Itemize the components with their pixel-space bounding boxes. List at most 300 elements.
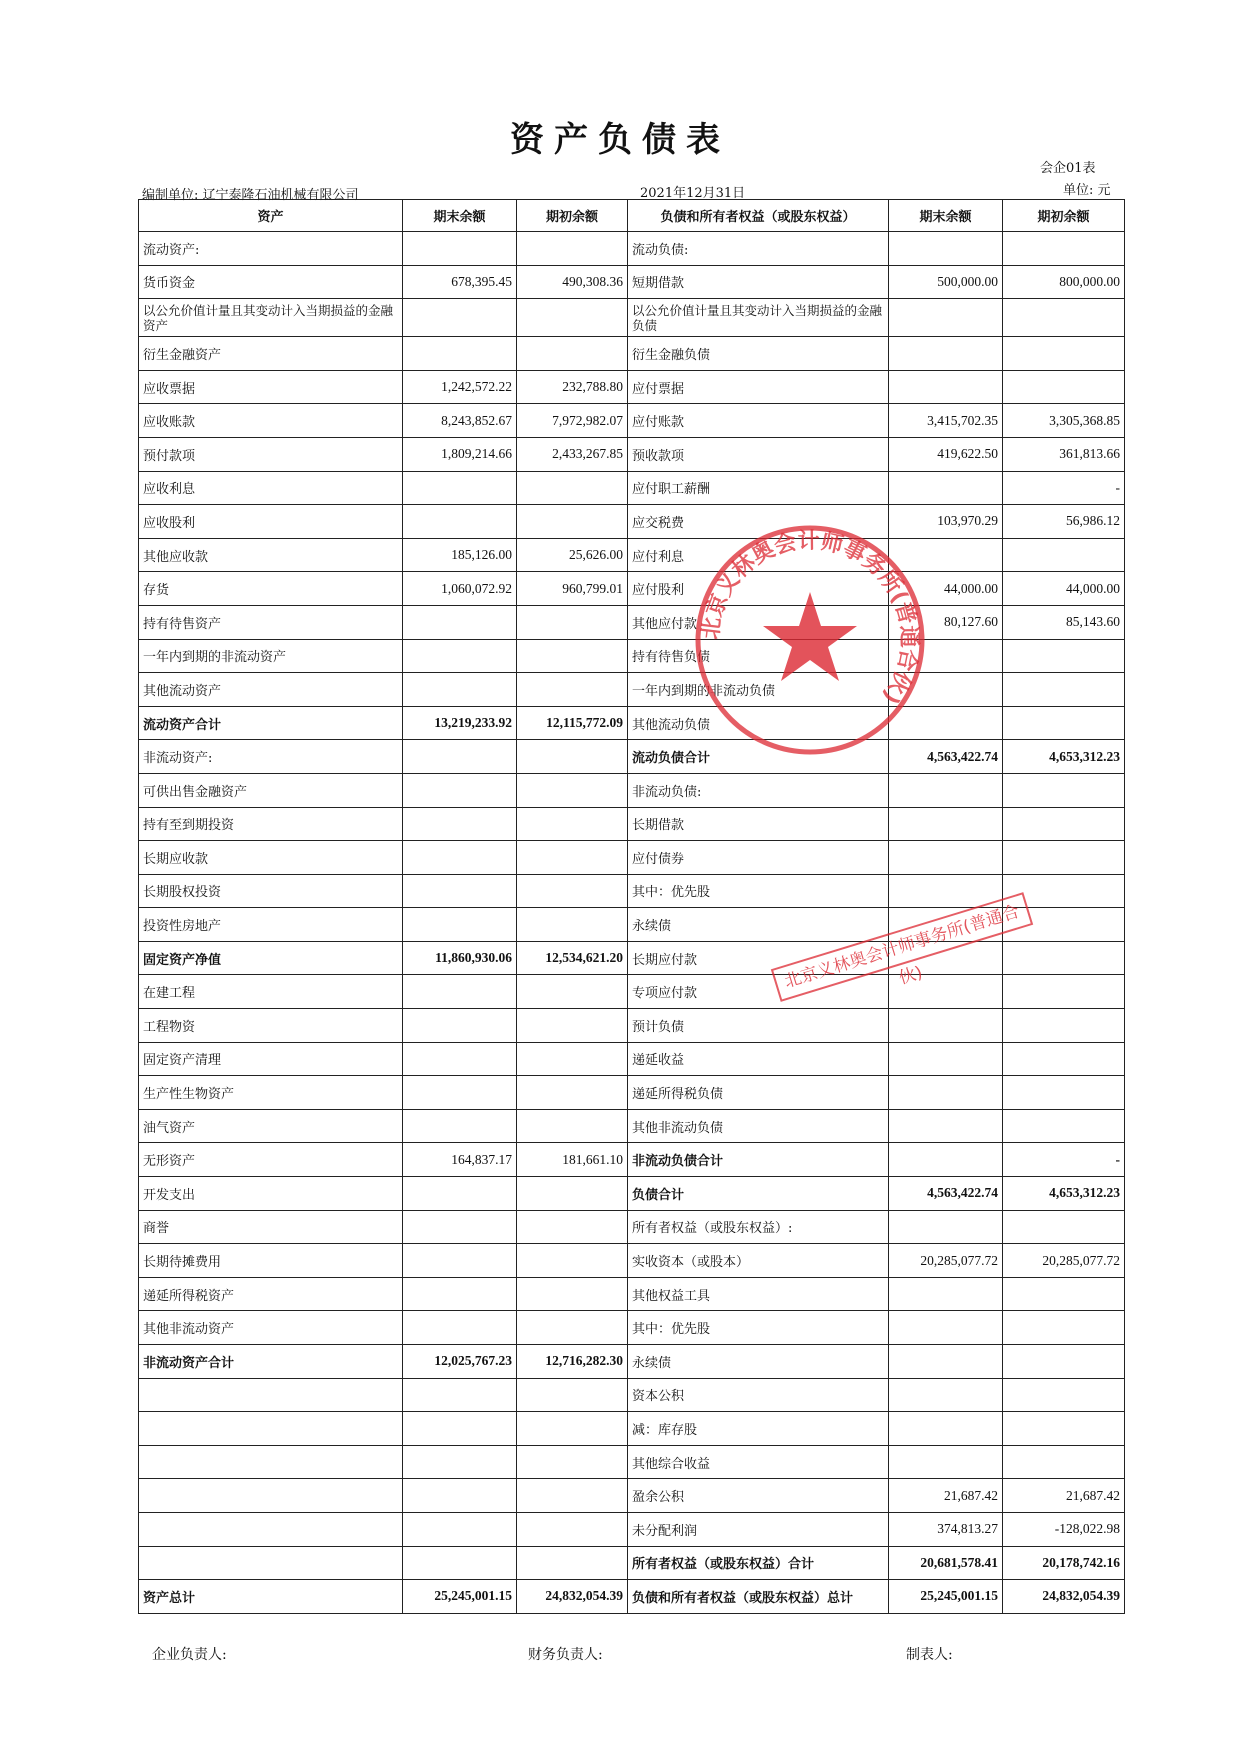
asset-item: 以公允价值计量且其变动计入当期损益的金融资产 xyxy=(139,299,403,337)
asset-item: 应收账款 xyxy=(139,404,403,438)
liability-begin-balance xyxy=(1003,841,1125,875)
liability-item: 资本公积 xyxy=(628,1378,889,1412)
liability-item: 衍生金融负债 xyxy=(628,337,889,371)
liability-item: 递延收益 xyxy=(628,1042,889,1076)
table-row xyxy=(139,706,1125,740)
liability-begin-balance xyxy=(1003,337,1125,371)
asset-begin-balance: 7,972,982.07 xyxy=(517,404,628,438)
asset-end-balance xyxy=(403,740,517,774)
table-row xyxy=(139,1244,1125,1278)
liability-begin-balance: - xyxy=(1003,471,1125,505)
liability-begin-balance: 361,813.66 xyxy=(1003,437,1125,471)
asset-end-balance xyxy=(403,807,517,841)
liability-item: 长期应付款 xyxy=(628,941,889,975)
asset-end-balance xyxy=(403,908,517,942)
liability-item: 短期借款 xyxy=(628,265,889,299)
liability-begin-balance: 20,178,742.16 xyxy=(1003,1546,1125,1580)
asset-item: 预付款项 xyxy=(139,437,403,471)
asset-end-balance xyxy=(403,1512,517,1546)
liability-item: 所有者权益（或股东权益）: xyxy=(628,1210,889,1244)
asset-item: 固定资产净值 xyxy=(139,941,403,975)
header-liability-end: 期末余额 xyxy=(889,200,1003,232)
liability-end-balance: 103,970.29 xyxy=(889,505,1003,539)
asset-item: 其他流动资产 xyxy=(139,673,403,707)
liability-end-balance: 80,127.60 xyxy=(889,605,1003,639)
liability-item: 永续债 xyxy=(628,1345,889,1379)
table-row xyxy=(139,299,1125,337)
asset-end-balance xyxy=(403,841,517,875)
asset-item: 应收票据 xyxy=(139,370,403,404)
asset-item xyxy=(139,1445,403,1479)
table-row xyxy=(139,572,1125,606)
liability-end-balance xyxy=(889,1210,1003,1244)
table-row xyxy=(139,1378,1125,1412)
asset-end-balance xyxy=(403,975,517,1009)
table-row xyxy=(139,1412,1125,1446)
liability-end-balance: 20,285,077.72 xyxy=(889,1244,1003,1278)
asset-begin-balance xyxy=(517,975,628,1009)
asset-end-balance xyxy=(403,1445,517,1479)
table-row xyxy=(139,1210,1125,1244)
asset-item: 持有至到期投资 xyxy=(139,807,403,841)
asset-end-balance xyxy=(403,337,517,371)
liability-begin-balance xyxy=(1003,1311,1125,1345)
liability-begin-balance xyxy=(1003,1277,1125,1311)
asset-begin-balance: 960,799.01 xyxy=(517,572,628,606)
liability-end-balance xyxy=(889,1412,1003,1446)
liability-begin-balance xyxy=(1003,706,1125,740)
liability-end-balance xyxy=(889,232,1003,266)
liability-end-balance xyxy=(889,1378,1003,1412)
liability-item: 应付票据 xyxy=(628,370,889,404)
asset-begin-balance xyxy=(517,1244,628,1278)
asset-begin-balance: 2,433,267.85 xyxy=(517,437,628,471)
liability-begin-balance xyxy=(1003,1412,1125,1446)
liability-end-balance xyxy=(889,538,1003,572)
asset-begin-balance: 12,534,621.20 xyxy=(517,941,628,975)
asset-item: 应收股利 xyxy=(139,505,403,539)
table-row xyxy=(139,1009,1125,1043)
asset-begin-balance xyxy=(517,807,628,841)
form-code: 会企01表 xyxy=(1040,161,1096,176)
liability-item: 递延所得税负债 xyxy=(628,1076,889,1110)
asset-begin-balance xyxy=(517,1109,628,1143)
liability-end-balance xyxy=(889,299,1003,337)
table-row xyxy=(139,1546,1125,1580)
table-row xyxy=(139,807,1125,841)
liability-end-balance xyxy=(889,639,1003,673)
liability-item: 应付债券 xyxy=(628,841,889,875)
asset-begin-balance xyxy=(517,1177,628,1211)
asset-item: 货币资金 xyxy=(139,265,403,299)
asset-item: 应收利息 xyxy=(139,471,403,505)
asset-item xyxy=(139,1378,403,1412)
asset-begin-balance xyxy=(517,1076,628,1110)
asset-item xyxy=(139,1412,403,1446)
asset-end-balance xyxy=(403,1009,517,1043)
asset-end-balance: 8,243,852.67 xyxy=(403,404,517,438)
liability-begin-balance xyxy=(1003,1009,1125,1043)
asset-item: 长期股权投资 xyxy=(139,874,403,908)
liability-begin-balance xyxy=(1003,1076,1125,1110)
liability-item: 预计负债 xyxy=(628,1009,889,1043)
liability-end-balance xyxy=(889,471,1003,505)
liability-end-balance xyxy=(889,1076,1003,1110)
asset-end-balance xyxy=(403,773,517,807)
table-row xyxy=(139,975,1125,1009)
header-asset-begin: 期初余额 xyxy=(517,200,628,232)
liability-end-balance xyxy=(889,1277,1003,1311)
table-row xyxy=(139,505,1125,539)
liability-begin-balance xyxy=(1003,1378,1125,1412)
asset-item: 存货 xyxy=(139,572,403,606)
liability-end-balance: 500,000.00 xyxy=(889,265,1003,299)
asset-begin-balance xyxy=(517,874,628,908)
asset-begin-balance xyxy=(517,232,628,266)
liability-item: 非流动负债合计 xyxy=(628,1143,889,1177)
liability-end-balance xyxy=(889,773,1003,807)
asset-end-balance: 11,860,930.06 xyxy=(403,941,517,975)
liability-end-balance: 21,687.42 xyxy=(889,1479,1003,1513)
asset-end-balance xyxy=(403,1311,517,1345)
liability-end-balance xyxy=(889,337,1003,371)
table-row xyxy=(139,1311,1125,1345)
liability-item: 其他非流动负债 xyxy=(628,1109,889,1143)
table-row xyxy=(139,639,1125,673)
liability-end-balance xyxy=(889,1143,1003,1177)
asset-item: 持有待售资产 xyxy=(139,605,403,639)
asset-end-balance: 13,219,233.92 xyxy=(403,706,517,740)
liability-begin-balance xyxy=(1003,908,1125,942)
asset-end-balance xyxy=(403,1177,517,1211)
table-row xyxy=(139,337,1125,371)
asset-item: 非流动资产: xyxy=(139,740,403,774)
liability-item: 永续债 xyxy=(628,908,889,942)
liability-begin-balance: 24,832,054.39 xyxy=(1003,1580,1125,1614)
asset-begin-balance xyxy=(517,299,628,337)
asset-end-balance xyxy=(403,471,517,505)
asset-end-balance: 164,837.17 xyxy=(403,1143,517,1177)
table-row xyxy=(139,740,1125,774)
header-asset: 资产 xyxy=(139,200,403,232)
asset-item: 一年内到期的非流动资产 xyxy=(139,639,403,673)
header-liability: 负债和所有者权益（或股东权益） xyxy=(628,200,889,232)
liability-begin-balance: 85,143.60 xyxy=(1003,605,1125,639)
liability-end-balance xyxy=(889,1009,1003,1043)
table-row xyxy=(139,370,1125,404)
liability-item: 实收资本（或股本） xyxy=(628,1244,889,1278)
table-row xyxy=(139,404,1125,438)
liability-begin-balance: 21,687.42 xyxy=(1003,1479,1125,1513)
liability-item: 所有者权益（或股东权益）合计 xyxy=(628,1546,889,1580)
liability-item: 应付利息 xyxy=(628,538,889,572)
liability-item: 流动负债: xyxy=(628,232,889,266)
table-row xyxy=(139,605,1125,639)
liability-item: 长期借款 xyxy=(628,807,889,841)
asset-end-balance xyxy=(403,874,517,908)
liability-item: 一年内到期的非流动负债 xyxy=(628,673,889,707)
asset-item: 其他应收款 xyxy=(139,538,403,572)
liability-end-balance xyxy=(889,941,1003,975)
table-row xyxy=(139,874,1125,908)
asset-begin-balance: 12,115,772.09 xyxy=(517,706,628,740)
liability-end-balance xyxy=(889,673,1003,707)
asset-begin-balance xyxy=(517,740,628,774)
liability-end-balance: 4,563,422.74 xyxy=(889,1177,1003,1211)
asset-end-balance xyxy=(403,232,517,266)
asset-item: 流动资产合计 xyxy=(139,706,403,740)
liability-begin-balance xyxy=(1003,975,1125,1009)
asset-begin-balance: 490,308.36 xyxy=(517,265,628,299)
finance-head-label: 财务负责人: xyxy=(528,1647,603,1663)
table-row xyxy=(139,1445,1125,1479)
asset-end-balance xyxy=(403,1042,517,1076)
liability-begin-balance xyxy=(1003,807,1125,841)
asset-item: 固定资产清理 xyxy=(139,1042,403,1076)
asset-end-balance: 185,126.00 xyxy=(403,538,517,572)
liability-begin-balance xyxy=(1003,1210,1125,1244)
liability-item: 应交税费 xyxy=(628,505,889,539)
asset-begin-balance xyxy=(517,639,628,673)
liability-end-balance xyxy=(889,908,1003,942)
liability-begin-balance xyxy=(1003,1042,1125,1076)
asset-begin-balance xyxy=(517,1512,628,1546)
table-row xyxy=(139,1109,1125,1143)
liability-begin-balance xyxy=(1003,299,1125,337)
liability-item: 负债合计 xyxy=(628,1177,889,1211)
asset-item: 非流动资产合计 xyxy=(139,1345,403,1379)
liability-begin-balance xyxy=(1003,1109,1125,1143)
table-row xyxy=(139,908,1125,942)
asset-item xyxy=(139,1512,403,1546)
liability-end-balance: 4,563,422.74 xyxy=(889,740,1003,774)
liability-begin-balance: 3,305,368.85 xyxy=(1003,404,1125,438)
table-row xyxy=(139,471,1125,505)
liability-end-balance xyxy=(889,1345,1003,1379)
liability-item: 未分配利润 xyxy=(628,1512,889,1546)
asset-end-balance xyxy=(403,673,517,707)
table-row xyxy=(139,538,1125,572)
table-header-row xyxy=(139,200,1125,232)
liability-end-balance: 20,681,578.41 xyxy=(889,1546,1003,1580)
asset-begin-balance xyxy=(517,673,628,707)
asset-begin-balance xyxy=(517,1546,628,1580)
table-row xyxy=(139,1042,1125,1076)
liability-item: 流动负债合计 xyxy=(628,740,889,774)
liability-end-balance xyxy=(889,807,1003,841)
asset-begin-balance: 25,626.00 xyxy=(517,538,628,572)
asset-end-balance xyxy=(403,639,517,673)
liability-item: 其他应付款 xyxy=(628,605,889,639)
round-seal-text: 北京义林奥会计师事务所(普通合伙) xyxy=(698,528,922,709)
liability-end-balance xyxy=(889,841,1003,875)
asset-item: 在建工程 xyxy=(139,975,403,1009)
liability-begin-balance xyxy=(1003,1345,1125,1379)
asset-begin-balance xyxy=(517,337,628,371)
liability-begin-balance: -128,022.98 xyxy=(1003,1512,1125,1546)
asset-begin-balance xyxy=(517,1445,628,1479)
preparer-label: 制表人: xyxy=(906,1647,953,1663)
asset-begin-balance xyxy=(517,1479,628,1513)
asset-end-balance xyxy=(403,1378,517,1412)
asset-end-balance: 1,809,214.66 xyxy=(403,437,517,471)
liability-end-balance: 374,813.27 xyxy=(889,1512,1003,1546)
asset-end-balance: 1,242,572.22 xyxy=(403,370,517,404)
asset-begin-balance: 232,788.80 xyxy=(517,370,628,404)
header-asset-end: 期末余额 xyxy=(403,200,517,232)
asset-item: 工程物资 xyxy=(139,1009,403,1043)
asset-end-balance xyxy=(403,1479,517,1513)
rect-seal-stamp: 北京义林奥会计师事务所(普通合伙) xyxy=(771,892,1033,1002)
table-row xyxy=(139,941,1125,975)
asset-item: 资产总计 xyxy=(139,1580,403,1614)
liability-item: 以公允价值计量且其变动计入当期损益的金融负债 xyxy=(628,299,889,337)
liability-begin-balance xyxy=(1003,673,1125,707)
table-row xyxy=(139,1512,1125,1546)
asset-end-balance: 678,395.45 xyxy=(403,265,517,299)
asset-begin-balance xyxy=(517,841,628,875)
asset-item: 长期待摊费用 xyxy=(139,1244,403,1278)
asset-begin-balance xyxy=(517,908,628,942)
liability-begin-balance: 20,285,077.72 xyxy=(1003,1244,1125,1278)
asset-end-balance xyxy=(403,1546,517,1580)
liability-item: 负债和所有者权益（或股东权益）总计 xyxy=(628,1580,889,1614)
table-row xyxy=(139,1177,1125,1211)
liability-end-balance xyxy=(889,1042,1003,1076)
liability-item: 其他综合收益 xyxy=(628,1445,889,1479)
liability-end-balance: 44,000.00 xyxy=(889,572,1003,606)
liability-begin-balance xyxy=(1003,639,1125,673)
asset-item: 可供出售金融资产 xyxy=(139,773,403,807)
asset-begin-balance xyxy=(517,1378,628,1412)
liability-end-balance xyxy=(889,1445,1003,1479)
asset-end-balance xyxy=(403,1244,517,1278)
table-row xyxy=(139,773,1125,807)
liability-begin-balance xyxy=(1003,874,1125,908)
table-row xyxy=(139,232,1125,266)
liability-end-balance: 419,622.50 xyxy=(889,437,1003,471)
liability-item: 其中：优先股 xyxy=(628,874,889,908)
asset-item xyxy=(139,1479,403,1513)
asset-item: 开发支出 xyxy=(139,1177,403,1211)
asset-begin-balance xyxy=(517,1412,628,1446)
asset-end-balance xyxy=(403,1210,517,1244)
asset-end-balance: 25,245,001.15 xyxy=(403,1580,517,1614)
asset-begin-balance xyxy=(517,471,628,505)
liability-begin-balance: 4,653,312.23 xyxy=(1003,1177,1125,1211)
liability-end-balance: 3,415,702.35 xyxy=(889,404,1003,438)
liability-end-balance xyxy=(889,1311,1003,1345)
liability-begin-balance xyxy=(1003,538,1125,572)
liability-end-balance xyxy=(889,975,1003,1009)
legal-representative-label: 企业负责人: xyxy=(152,1647,227,1663)
liability-begin-balance: 4,653,312.23 xyxy=(1003,740,1125,774)
asset-item: 无形资产 xyxy=(139,1143,403,1177)
liability-item: 盈余公积 xyxy=(628,1479,889,1513)
liability-end-balance xyxy=(889,370,1003,404)
asset-begin-balance xyxy=(517,1311,628,1345)
asset-end-balance xyxy=(403,1109,517,1143)
liability-item: 持有待售负债 xyxy=(628,639,889,673)
asset-end-balance xyxy=(403,1277,517,1311)
asset-item: 投资性房地产 xyxy=(139,908,403,942)
table-row xyxy=(139,265,1125,299)
asset-item: 衍生金融资产 xyxy=(139,337,403,371)
balance-sheet-table xyxy=(138,199,1125,1614)
asset-end-balance: 1,060,072.92 xyxy=(403,572,517,606)
table-row xyxy=(139,1076,1125,1110)
liability-item: 非流动负债: xyxy=(628,773,889,807)
liability-item: 应付股利 xyxy=(628,572,889,606)
report-date: 2021年12月31日 xyxy=(640,186,746,201)
liability-begin-balance xyxy=(1003,232,1125,266)
asset-begin-balance: 12,716,282.30 xyxy=(517,1345,628,1379)
liability-item: 应付职工薪酬 xyxy=(628,471,889,505)
asset-item xyxy=(139,1546,403,1580)
asset-end-balance xyxy=(403,1412,517,1446)
liability-begin-balance xyxy=(1003,1445,1125,1479)
liability-item: 预收款项 xyxy=(628,437,889,471)
table-row xyxy=(139,673,1125,707)
unit-label: 单位: 元 xyxy=(1063,183,1111,198)
asset-item: 商誉 xyxy=(139,1210,403,1244)
liability-item: 其他流动负债 xyxy=(628,706,889,740)
liability-item: 其中：优先股 xyxy=(628,1311,889,1345)
asset-end-balance xyxy=(403,605,517,639)
liability-begin-balance: - xyxy=(1003,1143,1125,1177)
asset-item: 流动资产: xyxy=(139,232,403,266)
asset-item: 递延所得税资产 xyxy=(139,1277,403,1311)
table-row xyxy=(139,437,1125,471)
asset-item: 其他非流动资产 xyxy=(139,1311,403,1345)
asset-begin-balance xyxy=(517,1277,628,1311)
liability-begin-balance xyxy=(1003,370,1125,404)
liability-begin-balance xyxy=(1003,773,1125,807)
liability-item: 应付账款 xyxy=(628,404,889,438)
asset-begin-balance xyxy=(517,1210,628,1244)
asset-end-balance: 12,025,767.23 xyxy=(403,1345,517,1379)
company-label: 编制单位: 辽宁泰隆石油机械有限公司 xyxy=(142,188,359,203)
asset-item: 生产性生物资产 xyxy=(139,1076,403,1110)
asset-item: 长期应收款 xyxy=(139,841,403,875)
liability-item: 减：库存股 xyxy=(628,1412,889,1446)
asset-end-balance xyxy=(403,505,517,539)
asset-item: 油气资产 xyxy=(139,1109,403,1143)
liability-begin-balance xyxy=(1003,941,1125,975)
table-row xyxy=(139,1580,1125,1614)
table-row xyxy=(139,1143,1125,1177)
asset-begin-balance xyxy=(517,605,628,639)
liability-item: 专项应付款 xyxy=(628,975,889,1009)
asset-begin-balance xyxy=(517,1042,628,1076)
table-row xyxy=(139,841,1125,875)
liability-begin-balance: 44,000.00 xyxy=(1003,572,1125,606)
asset-begin-balance: 181,661.10 xyxy=(517,1143,628,1177)
liability-end-balance: 25,245,001.15 xyxy=(889,1580,1003,1614)
page-title: 资产负债表 xyxy=(510,120,730,160)
asset-end-balance xyxy=(403,1076,517,1110)
liability-begin-balance: 56,986.12 xyxy=(1003,505,1125,539)
asset-begin-balance: 24,832,054.39 xyxy=(517,1580,628,1614)
liability-end-balance xyxy=(889,874,1003,908)
liability-end-balance xyxy=(889,1109,1003,1143)
asset-begin-balance xyxy=(517,505,628,539)
asset-end-balance xyxy=(403,299,517,337)
asset-begin-balance xyxy=(517,1009,628,1043)
header-liability-begin: 期初余额 xyxy=(1003,200,1125,232)
liability-end-balance xyxy=(889,706,1003,740)
table-row xyxy=(139,1479,1125,1513)
